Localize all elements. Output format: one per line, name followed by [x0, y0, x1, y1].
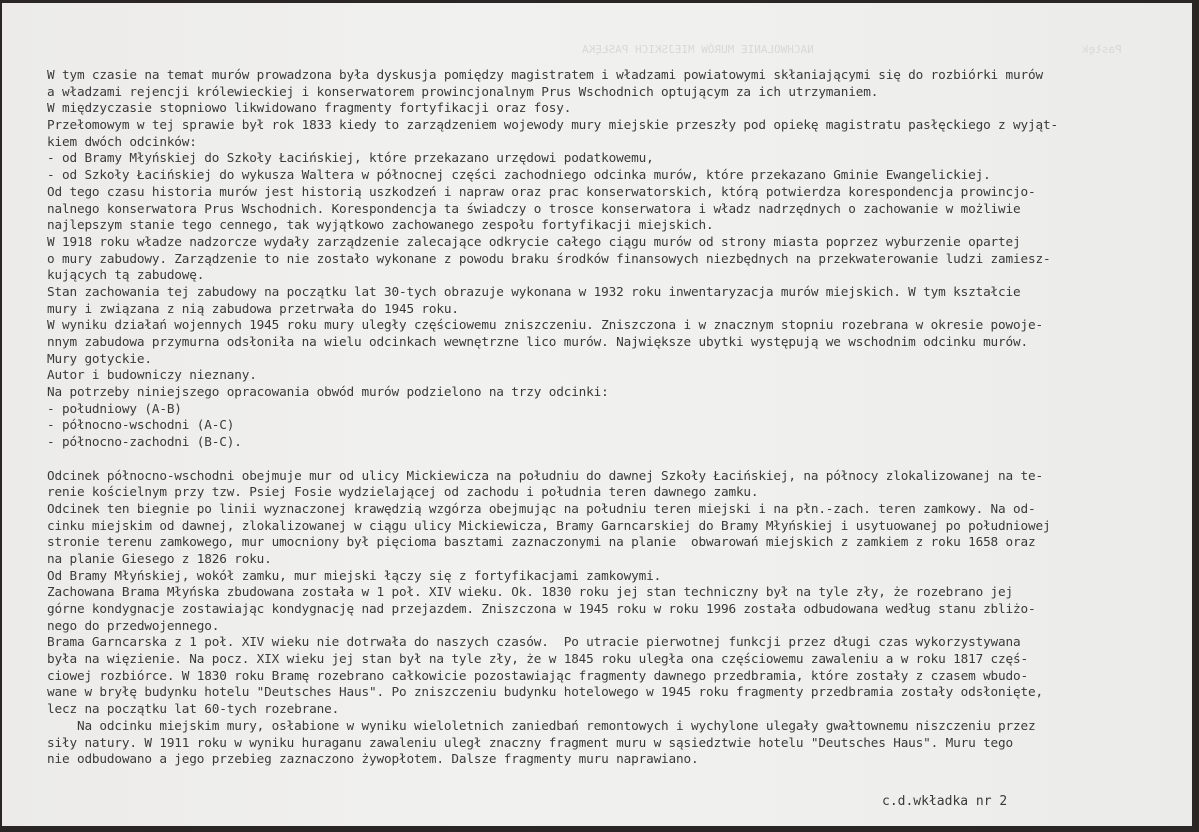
text-line: była na więzienie. Na pocz. XIX wieku jej stan był na tyle zły, że w 1845 roku uległa ona częściowemu zawaleniu a w roku 1817 częś- [47, 651, 1028, 667]
text-line: Od Bramy Młyńskiej, wokół zamku, mur miejski łączy się z fortyfikacjami zamkowymi. [47, 567, 662, 583]
text-line: - od Bramy Młyńskiej do Szkoły Łacińskiej, które przekazano urzędowi podatkowemu, [47, 150, 654, 166]
continuation-note: c.d.wkładka nr 2 [882, 794, 1008, 809]
text-line: - północno-zachodni (B-C). [47, 434, 242, 450]
text-block-1 [47, 67, 1187, 451]
text-line: Zachowana Brama Młyńska zbudowana została w 1 poł. XIV wieku. Ok. 1830 roku jej stan techniczny był na tyle zły, że rozebrano jej [47, 584, 1014, 600]
text-line: Przełomowym w tej sprawie był rok 1833 kiedy to zarządzeniem wojewody mury miejskie przeszły pod opiekę magistratu pasłęckiego z wyjąt- [47, 117, 1058, 133]
text-line: lecz na początku lat 60-tych rozebrane. [47, 701, 340, 717]
text-block-2 [47, 468, 1187, 768]
text-line: - północno-wschodni (A-C) [47, 417, 235, 433]
text-line: ciowej rozbiórce. W 1830 roku Bramę rozebrano całkowicie pozostawiając fragmenty dawnego przedbramia, które zostały z czasem wbudo- [47, 667, 1028, 683]
text-line: nalnego konserwatora Prus Wschodnich. Korespondencja ta świadczy o trosce konserwatora i władz nadrzędnych o zachowanie w możliwie [47, 200, 1021, 216]
bleed-through-text: NACHWOLANIE MURÓW MIEJSKICH PASŁĘKA [582, 43, 814, 56]
paragraph-gap [47, 451, 1187, 468]
text-line: W wyniku działań wojennych 1945 roku mury uległy częściowemu zniszczeniu. Zniszczona i w znacznym stopniu rozebrana w okresie powoje- [47, 317, 1043, 333]
text-line: - od Szkoły Łacińskiej do wykusza Waltera w północnej części zachodniego odcinka murów, które przekazano Gminie Ewangelickiej. [47, 167, 991, 183]
text-line: nnym zabudowa przymurna odsłoniła na wielu odcinkach wewnętrzne lico murów. Największe ubytki występują we wschodnim odcinku murów. [47, 334, 1028, 349]
text-line: - południowy (A-B) [47, 400, 182, 416]
text-line: a władzami rejencji królewieckiej i konserwatorem prowincjonalnym Prus Wschodnich optującym za ich utrzymaniem. [47, 83, 879, 99]
text-line: kiem dwóch odcinków: [47, 133, 197, 149]
text-line: Na odcinku miejskim mury, osłabione w wyniku wieloletnich zaniedbań remontowych i wychylone ulegały gwałtownemu niszczeniu przez [47, 717, 1036, 733]
text-line: Odcinek północno-wschodni obejmuje mur od ulicy Mickiewicza na południu do dawnej Szkoły Łacińskiej, na północy zlokalizowanej na te- [47, 467, 1043, 483]
text-line: nie odbudowano a jego przebieg zaznaczono żywopłotem. Dalsze fragmenty muru naprawiano. [47, 751, 699, 767]
bleed-through-text: Pasłęk [1082, 43, 1122, 56]
text-line: na planie Giesego z 1826 roku. [47, 550, 272, 566]
text-line: mury i związana z nią zabudowa przetrwała do 1945 roku. [47, 300, 459, 316]
text-line: renie kościelnym przy tzw. Psiej Fosie wydzielającej od zachodu i południa teren dawnego zamku. [47, 484, 759, 500]
text-line: Stan zachowania tej zabudowy na początku lat 30-tych obrazuje wykonana w 1932 roku inwentaryzacja murów miejskich. W tym kształcie [47, 283, 1021, 299]
text-line: wane w bryłę budynku hotelu "Deutsches Haus". Po zniszczeniu budynku hotelowego w 1945 roku fragmenty przedbramia zostały odsłonięte, [47, 684, 1043, 700]
text-line: cinku miejskim od dawnej, zlokalizowanej w ciągu ulicy Mickiewicza, Bramy Garncarskiej do Bramy Młyńskiej i usytuowanej po południowej [47, 517, 1051, 533]
text-line: Autor i budowniczy nieznany. [47, 367, 257, 383]
document-body [47, 67, 1187, 768]
text-line: Od tego czasu historia murów jest historią uszkodzeń i napraw oraz prac konserwatorskich, którą potwierdza korespondencja prowincjo- [47, 183, 1036, 199]
text-line: Mury gotyckie. [47, 350, 152, 366]
scanned-page [2, 3, 1192, 826]
text-line: Odcinek ten biegnie po linii wyznaczonej krawędzią wzgórza obejmując na południu teren miejski i na płn.-zach. teren zamkowy. Na od- [47, 500, 1036, 516]
text-line: o mury zabudowy. Zarządzenie to nie zostało wykonane z powodu braku środków finansowych niezbędnych na przekwaterowanie ludzi zamiesz- [47, 250, 1051, 266]
text-line: stronie terenu zamkowego, mur umocniony był pięcioma basztami zaznaczonymi na planie obwarowań miejskich z zamkiem z roku 1658 oraz [47, 534, 1036, 550]
text-line: W międzyczasie stopniowo likwidowano fragmenty fortyfikacji oraz fosy. [47, 100, 572, 116]
text-line: kujących tą zabudowę. [47, 267, 205, 283]
text-line: Brama Garncarska z 1 poł. XIV wieku nie dotrwała do naszych czasów. Po utracie pierwotnej funkcji przez długi czas wykorzystywana [47, 634, 1021, 650]
text-line: nego do przedwojennego. [47, 617, 220, 633]
text-line: Na potrzeby niniejszego opracowania obwód murów podzielono na trzy odcinki: [47, 384, 609, 400]
text-line: W 1918 roku władze nadzorcze wydały zarządzenie zalecające odkrycie całego ciągu murów od strony miasta poprzez wyburzenie opartej [47, 233, 1021, 249]
text-line: W tym czasie na temat murów prowadzona była dyskusja pomiędzy magistratem i władzami powiatowymi skłaniającymi się do rozbiórki murów [47, 67, 1043, 82]
text-line: górne kondygnacje zostawiając kondygnację nad przejazdem. Zniszczona w 1945 roku w roku 1996 została odbudowana według stanu zbliżo- [47, 601, 1036, 616]
text-line: siły natury. W 1911 roku w wyniku huraganu zawaleniu uległ znaczny fragment muru w sąsiedztwie hotelu "Deutsches Haus". Muru tego [47, 734, 1014, 750]
text-line: najlepszym stanie tego cennego, tak wyjątkowo zachowanego zespołu fortyfikacji miejskich. [47, 217, 714, 233]
